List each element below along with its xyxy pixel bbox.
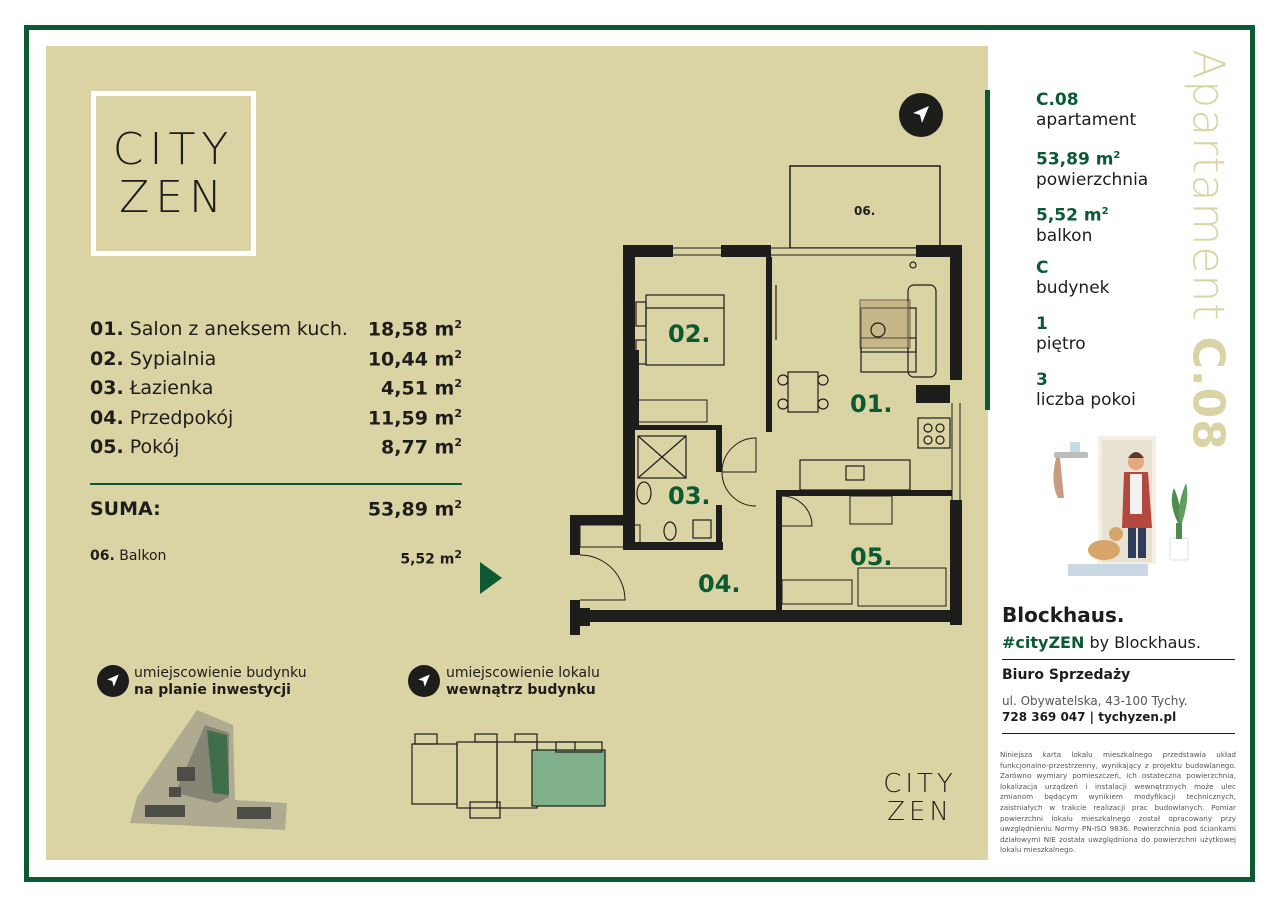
balcony-row <box>90 548 462 568</box>
site-plan-map <box>125 705 295 835</box>
building-location-line1: umiejscowienie budynku <box>134 665 307 681</box>
spec-floor: 1 piętro <box>1036 314 1086 354</box>
room-num: 04. <box>90 406 124 429</box>
spec-area: 53,89 $m^2$ powierzchnia <box>1036 149 1149 190</box>
room-area: 10,44 $m^2$ <box>367 347 462 370</box>
small-logo-line1: CITY <box>883 769 957 799</box>
north-arrow-icon <box>899 93 943 137</box>
location-arrow-icon <box>97 665 129 697</box>
building-floor-map <box>410 732 610 822</box>
balcony-name: Balkon <box>119 548 167 564</box>
unit-location-label <box>446 665 600 699</box>
room-list <box>90 318 462 466</box>
building-location-label <box>134 665 307 699</box>
cityzen-logo <box>91 91 256 256</box>
disclaimer: Niniejsza karta lokalu mieszkalnego przedstawia układ funkcjonalno-przestrzenny, wynikający z projektu budowlanego. Zarówno wymiary pomieszczeń, ich ostateczna powierzchnia, lokalizacja urządzeń i instalacji wewnętrznych może ulec zmianom będącym wynikiem modyfikacji technicznych, zaistniałych w trakcie realizacji prac budowlanych. Pomiar powierzchni lokalu mieszkalnego został opracowany przy uwzględnieniu Normy PN-ISO 9836. Powierzchnia pod ściankami działowymi NIE została uwzględniona do powierzchni użytkowej lokalu mieszkalnego. <box>1000 750 1236 855</box>
unit-location-line2: wewnątrz budynku <box>446 682 596 698</box>
logo-line-2: ZEN <box>119 172 228 223</box>
room-name: Salon z aneksem kuch. <box>129 318 348 340</box>
logo-text <box>96 126 251 222</box>
sales-office-title: Biuro Sprzedaży <box>1002 667 1131 683</box>
room-row-03 <box>90 377 462 407</box>
plan-label-04: 04. <box>698 570 741 598</box>
resident-illustration <box>1040 428 1200 588</box>
spec-apartment: C.08 apartament <box>1036 90 1137 130</box>
plan-label-03: 03. <box>668 482 711 510</box>
unit-location-arrow-icon <box>408 665 440 697</box>
total-area: 53,89 $m^2$ <box>367 498 462 521</box>
brand-hashtag: #cityZEN by Blockhaus. <box>1002 633 1201 652</box>
room-row-02 <box>90 348 462 378</box>
entrance-arrow-icon <box>480 562 502 594</box>
room-row-05 <box>90 436 462 466</box>
plan-label-06: 06. <box>854 204 876 218</box>
spec-rooms: 3 liczba pokoi <box>1036 370 1136 410</box>
total-label: SUMA: <box>90 498 161 520</box>
room-area: 4,51 $m^2$ <box>381 377 462 400</box>
specs-accent-bar <box>985 90 990 410</box>
apartment-specs <box>1036 90 1196 426</box>
divider <box>1002 733 1235 734</box>
room-num: 01. <box>90 318 124 340</box>
plan-label-01: 01. <box>850 390 893 418</box>
rooms-divider <box>90 483 462 485</box>
sales-office-contact[interactable]: 728 369 047 | tychyzen.pl <box>1002 710 1177 724</box>
building-location-line2: na planie inwestycji <box>134 682 291 698</box>
brand-name: Blockhaus. <box>1002 603 1125 627</box>
plan-label-05: 05. <box>850 543 893 571</box>
plan-label-02: 02. <box>668 320 711 348</box>
room-num: 03. <box>90 377 124 399</box>
room-area: 18,58 $m^2$ <box>367 318 462 341</box>
room-name: Przedpokój <box>129 406 234 429</box>
room-area: 11,59 $m^2$ <box>367 406 462 429</box>
vertical-apartment-title: Apartament C.08 <box>1182 49 1234 451</box>
cityzen-small-logo <box>878 770 962 826</box>
room-name: Sypialnia <box>129 347 217 370</box>
balcony-num: 06. <box>90 548 115 564</box>
balcony-area: 5,52 $m^2$ <box>400 548 462 568</box>
room-name: Łazienka <box>129 377 214 399</box>
total-row <box>90 498 462 520</box>
room-area: 8,77 $m^2$ <box>381 436 462 459</box>
room-name: Pokój <box>129 436 180 458</box>
small-logo-line2: ZEN <box>887 797 953 827</box>
room-row-01 <box>90 318 462 348</box>
sales-office-address: ul. Obywatelska, 43-100 Tychy. <box>1002 694 1188 708</box>
unit-location-line1: umiejscowienie lokalu <box>446 665 600 681</box>
room-num: 05. <box>90 436 124 458</box>
room-num: 02. <box>90 347 124 370</box>
spec-balcony: 5,52 $m^2$ balkon <box>1036 205 1109 246</box>
room-row-04 <box>90 407 462 437</box>
logo-line-1: CITY <box>112 124 235 175</box>
floor-plan <box>478 160 978 640</box>
spec-building: C budynek <box>1036 258 1110 298</box>
divider <box>1002 659 1235 660</box>
